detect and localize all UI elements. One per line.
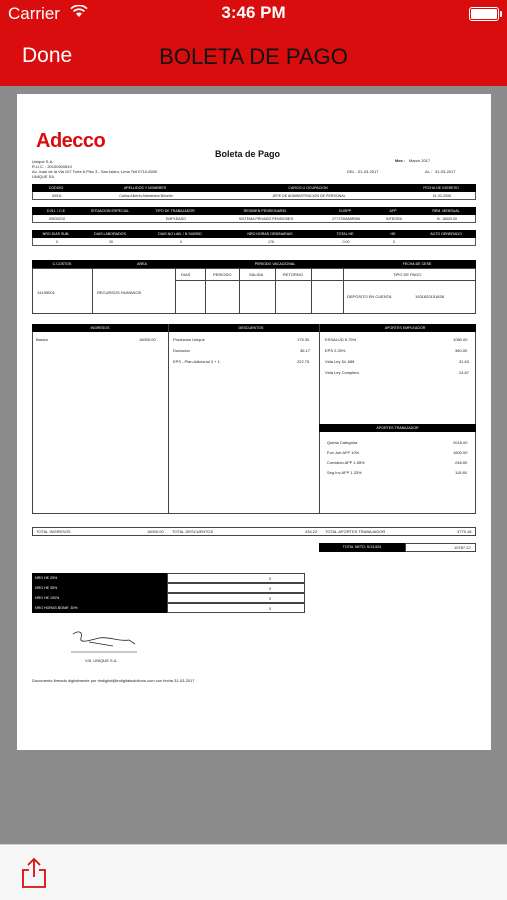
company-line: Unique S.A. <box>32 159 54 164</box>
header-cell: INGRESOS <box>90 326 110 330</box>
total-aportes-value: 4779.18 <box>457 529 472 534</box>
cell: S/. 16000.00 <box>436 217 458 221</box>
table-row <box>32 238 476 246</box>
header-cell: APORTES EMPLEADOR <box>384 326 426 330</box>
aporte-emp-label: EPS 2.25% <box>325 348 346 353</box>
sub-header: SALIDA <box>249 272 264 277</box>
aporte-emp-value: 31.63 <box>459 359 470 364</box>
he-label: NRO HE 35% <box>32 583 167 593</box>
cell: 09033210 <box>49 217 65 221</box>
header-cell: PERIODO VACACIONAL <box>254 262 296 266</box>
total-aportes-label: TOTAL APORTES TRABAJADOR <box>325 529 386 534</box>
company-line: Av. Juan de la Via 107 Torre A Piso 3 - San Isidro, Lima Telf 0710-6000 <box>32 169 158 174</box>
aporte-emp-label: Vida Ley DL 688 <box>325 359 355 364</box>
sub-header: TIPO DE PAGO <box>393 272 422 277</box>
cell: 176 <box>268 240 274 244</box>
sub-header: RETORNO <box>283 272 303 277</box>
he-value: 0 <box>269 606 272 611</box>
header-cell: AREA <box>137 262 147 266</box>
cell: 0 <box>393 240 395 244</box>
aporte-trab-label: Fon Jub AFP 10% <box>327 450 360 455</box>
total-neto-label: TOTAL NETO: S/13,624 <box>319 543 405 552</box>
header-cell: NRO DIAS SUB. <box>42 232 70 236</box>
header-cell: D.N.I. / C.E <box>46 209 66 213</box>
carrier-label: Carrier <box>8 4 60 23</box>
header-cell: TIPO DE TRABAJADOR <box>155 209 195 213</box>
he-value: 0 <box>269 586 272 591</box>
total-ingresos-label: TOTAL INGRESOS <box>36 529 71 534</box>
header-cell: CARGO U OCUPACION <box>288 186 328 190</box>
cell: 00511 <box>52 194 62 198</box>
header-cell: NRO HORAS ORDINARIAS <box>247 232 293 236</box>
cell: INTEGRA <box>386 217 402 221</box>
share-icon[interactable] <box>20 857 48 889</box>
aporte-emp-label: ESSALUD 6.75% <box>325 337 357 342</box>
company-line: UNIQUE SA <box>32 174 55 179</box>
navigation-bar <box>0 0 507 86</box>
header-cell: FECHA DE CESE <box>402 262 432 266</box>
table-row <box>32 215 476 223</box>
done-button[interactable]: Done <box>22 44 73 67</box>
he-value: 0 <box>269 596 272 601</box>
total-neto-value: 10787.22 <box>454 545 471 550</box>
cell: Carlos Alberto Altamirano Briceño <box>119 194 173 198</box>
cell: 0 <box>56 240 58 244</box>
cell: RECURSOS HUMANOS <box>97 290 142 295</box>
cell: 0 <box>180 240 182 244</box>
he-label: NRO HE 25% <box>32 573 167 583</box>
signature-image <box>69 628 139 654</box>
aporte-emp-value: 24.67 <box>459 370 470 375</box>
header-cell: HE <box>390 232 396 236</box>
concepts-header <box>32 324 476 332</box>
sub-header: PERIODO <box>213 272 232 277</box>
status-bar <box>0 0 507 28</box>
header-cell: DIAS LABORADOS <box>94 232 126 236</box>
descuento-label: EPS - Plan Adicional 3 + 1 <box>173 359 220 364</box>
al-label: AL : <box>425 169 432 174</box>
aporte-trab-value: 119.80 <box>455 470 467 475</box>
total-descuentos-value: 434.22 <box>305 529 318 534</box>
aporte-trab-value: 1600.00 <box>453 450 468 455</box>
footer-note: Documento firmado digitalmente por rindigital@indigitalsolutions.com con fecha 31-03-2017 <box>32 678 195 683</box>
header-cell: FECHA DE INGRESO <box>423 186 459 190</box>
company-logo: Adecco <box>36 130 106 152</box>
mes-value: Marzo 2017 <box>409 158 431 163</box>
aporte-trab-label: Comisión AFP 1.55% <box>327 460 365 465</box>
cell: 0.00 <box>342 240 350 244</box>
aporte-emp-value: 360.00 <box>455 348 468 353</box>
cell: 01-02-2006 <box>432 194 452 198</box>
aportes-trab-header <box>319 424 476 432</box>
header-cell: REM. MENSUAL <box>432 209 460 213</box>
totals-row <box>32 527 476 536</box>
document-title: Boleta de Pago <box>215 149 281 159</box>
signature-name: V.B. UNIQUE S.A. <box>85 658 118 663</box>
cell: EMPLEADO <box>166 217 186 221</box>
page-title: BOLETA DE PAGO <box>159 44 348 69</box>
table-header <box>32 184 476 192</box>
header-cell: APELLIDOS Y NOMBRES <box>123 186 167 190</box>
pdf-page <box>17 94 491 750</box>
he-value: 0 <box>269 576 272 581</box>
del-value: 01-03-2017 <box>358 169 379 174</box>
he-label: NRO HORAS BONIF. 30% <box>32 603 167 613</box>
aporte-trab-label: Quinta Categoria <box>327 440 358 445</box>
header-cell: AFP <box>389 209 397 213</box>
descuento-label: Donacion <box>173 348 190 353</box>
table-header <box>32 230 476 238</box>
cell: SISTEMA PRIVADO PENSIONES <box>238 217 294 221</box>
aporte-trab-label: Seg Inv AFP 1.33% <box>327 470 362 475</box>
table-header <box>32 207 476 215</box>
ingreso-label: Basico <box>36 337 49 342</box>
company-line: R.U.C. : 20100920810 <box>32 164 72 169</box>
header-cell: DESCUENTOS <box>238 326 264 330</box>
battery-icon <box>469 7 499 21</box>
aporte-emp-value: 1080.00 <box>453 337 468 342</box>
mes-label: Mes : <box>395 158 406 163</box>
descuento-value: 36.17 <box>300 348 311 353</box>
header-cell: REGIMEN PENSIONARIO <box>243 209 287 213</box>
header-cell: SITUACION ESPECIAL <box>90 209 130 213</box>
concepts-box <box>32 324 476 514</box>
header-cell: APORTES TRABAJADOR <box>376 426 419 430</box>
header-cell: CODIGO <box>48 186 64 190</box>
total-descuentos-label: TOTAL DESCUENTOS <box>172 529 214 534</box>
table-row <box>32 192 476 200</box>
sub-header: DIAS <box>181 272 191 277</box>
header-cell: TOTAL HE <box>336 232 354 236</box>
he-label: NRO HE 100% <box>32 593 167 603</box>
cell: 30 <box>109 240 113 244</box>
cell: 277170MABRIB8 <box>332 217 360 221</box>
ingreso-value: 16000.00 <box>139 337 156 342</box>
bottom-toolbar <box>0 844 507 900</box>
cell: 14195001 <box>37 290 55 295</box>
al-value: 31-03-2017 <box>435 169 456 174</box>
cell: 1931820151838 <box>415 294 444 299</box>
header-cell: CUSPP <box>338 209 352 213</box>
descuento-value: 222.75 <box>297 359 310 364</box>
cell: DEPOSITO EN CUENTA <box>347 294 392 299</box>
descuento-value: 175.30 <box>297 337 310 342</box>
header-cell: DIAS NO LAB. / N SUBSID <box>158 232 202 236</box>
descuento-label: Productos Unique <box>173 337 205 342</box>
document-viewer[interactable] <box>0 86 507 844</box>
table-header <box>32 260 476 268</box>
del-label: DEL : <box>347 169 357 174</box>
aporte-trab-value: 248.00 <box>455 460 468 465</box>
cell: JEFE DE ADMINISTRACION DE PERSONAL <box>272 194 346 198</box>
clock: 3:46 PM <box>221 3 286 22</box>
header-cell: AUTO GENERADO <box>430 232 462 236</box>
aporte-trab-value: 2016.00 <box>453 440 468 445</box>
header-cell: C.COSTOS <box>52 262 72 266</box>
total-ingresos-value: 16000.00 <box>147 529 164 534</box>
aporte-emp-label: Vida Ley Complem. <box>325 370 360 375</box>
